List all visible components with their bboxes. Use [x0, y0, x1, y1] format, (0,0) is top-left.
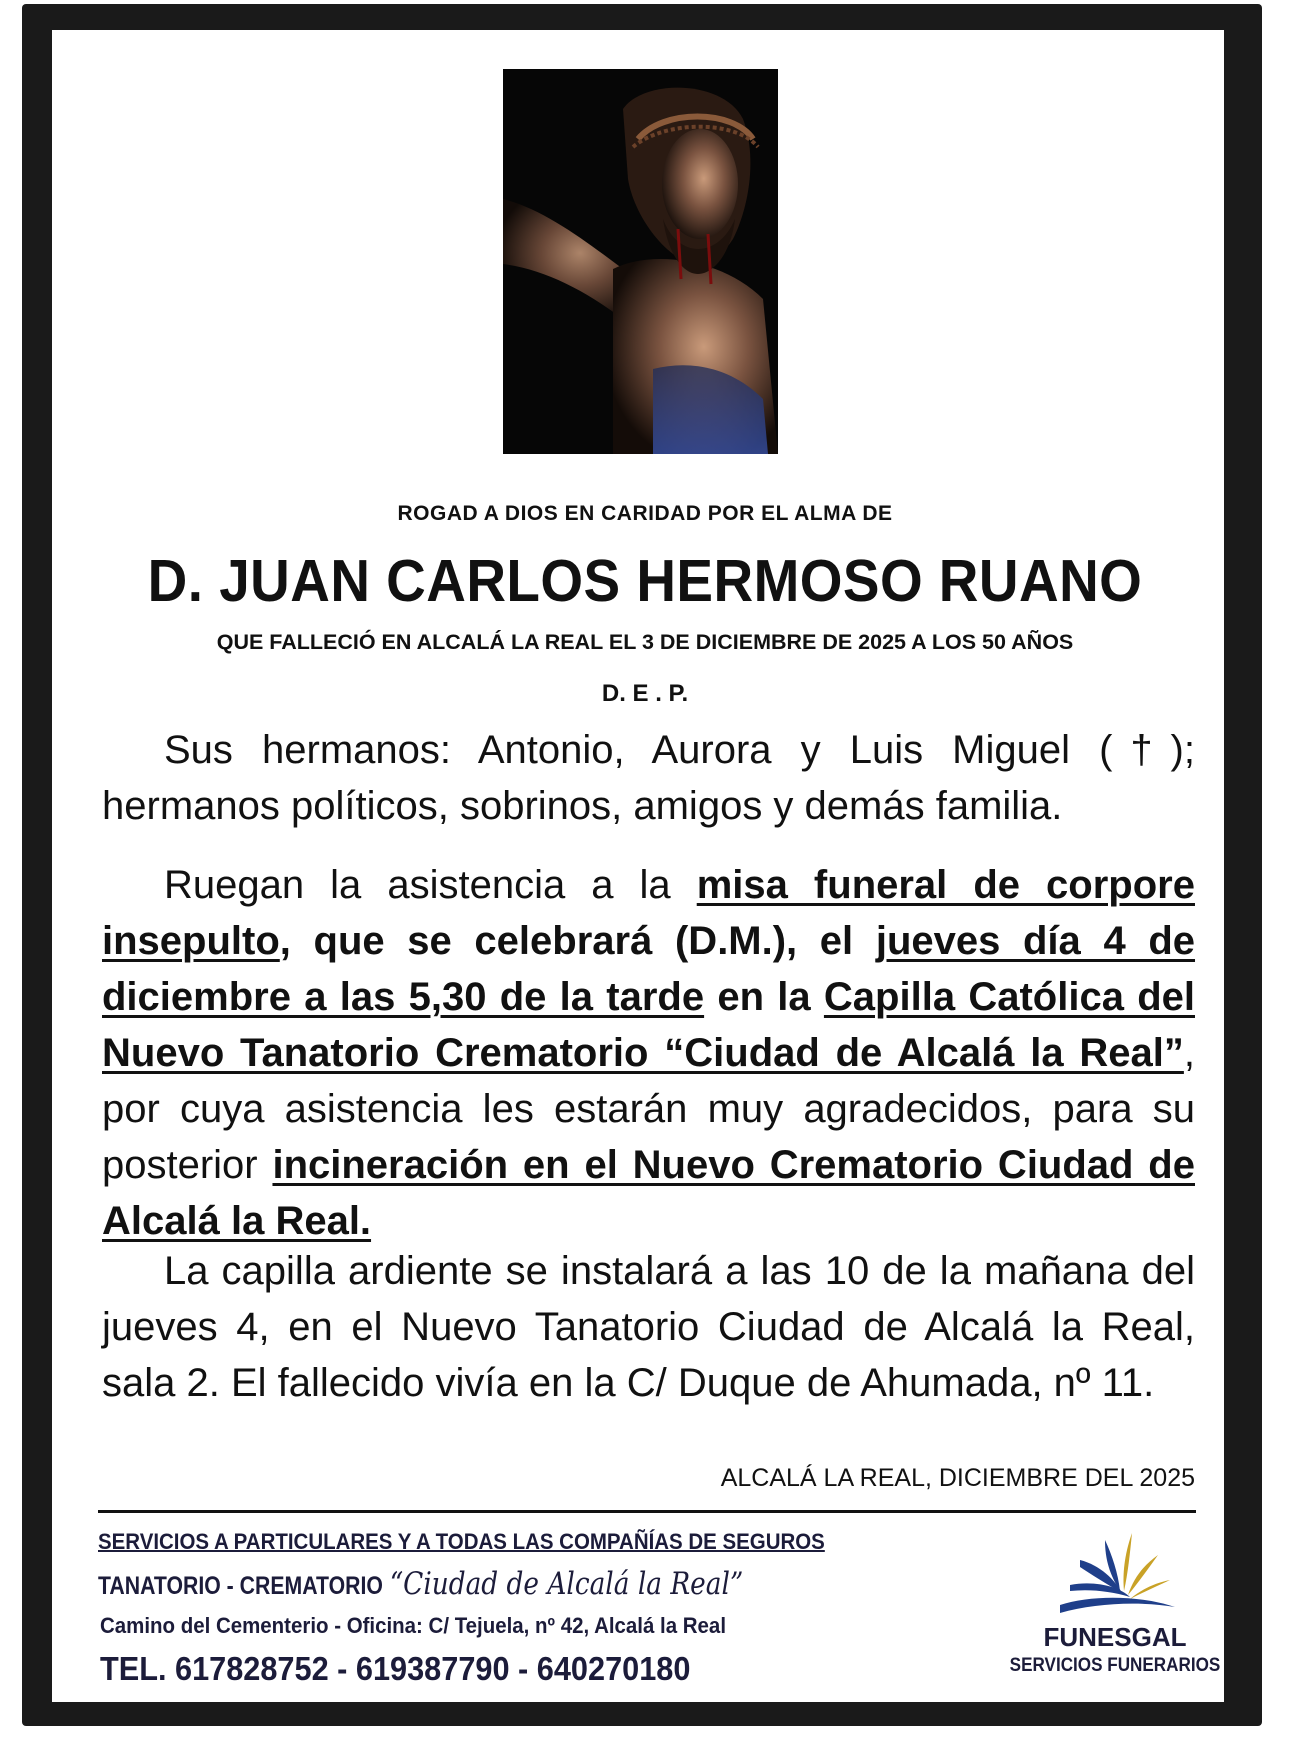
- tanatorio-line: [98, 1566, 743, 1602]
- funeral-paragraph: [102, 857, 1195, 1249]
- funeral-text-3: en la: [704, 975, 824, 1019]
- funeral-text-2: , que se celebrará (D.M.), el: [279, 919, 876, 963]
- family-paragraph: [102, 722, 1195, 834]
- family-text: Sus hermanos: Antonio, Aurora y Luis Miguel (†); hermanos políticos, sobrinos, amigos y demás familia.: [102, 728, 1195, 828]
- death-details: QUE FALLECIÓ EN ALCALÁ LA REAL EL 3 DE DICIEMBRE DE 2025 A LOS 50 AÑOS: [216, 630, 1074, 654]
- tanatorio-label: TANATORIO - CREMATORIO: [98, 1572, 383, 1600]
- tanatorio-name: “Ciudad de Alcalá la Real”: [389, 1566, 744, 1602]
- address-line: Camino del Cementerio - Oficina: C/ Tejuela, nº 42, Alcalá la Real: [100, 1613, 727, 1638]
- footer-divider: [98, 1510, 1196, 1513]
- wake-paragraph: [102, 1243, 1195, 1411]
- chapel-highlight: Capilla Católica del Nuevo Tanatorio Crematorio “Ciudad de Alcalá la Real”: [102, 975, 1195, 1075]
- brand-tagline: SERVICIOS FUNERARIOS: [1009, 1655, 1221, 1676]
- deceased-name: D. JUAN CARLOS HERMOSO RUANO: [147, 548, 1143, 614]
- services-line: SERVICIOS A PARTICULARES Y A TODAS LAS COMPAÑÍAS DE SEGUROS: [98, 1529, 825, 1554]
- dep-abbreviation: D. E . P.: [601, 680, 689, 707]
- wake-text: La capilla ardiente se instalará a las 10 de la mañana del jueves 4, en el Nuevo Tanatorio Ciudad de Alcalá la Real, sala 2. El fallecido vivía en la C/ Duque de Ahumada, nº 11.: [102, 1249, 1195, 1405]
- cremation-highlight: incineración en el Nuevo Crematorio Ciudad de Alcalá la Real.: [102, 1143, 1195, 1243]
- place-date: ALCALÁ LA REAL, DICIEMBRE DEL 2025: [720, 1464, 1195, 1492]
- crucified-christ-image: [503, 69, 778, 454]
- funeral-date-highlight: jueves día 4 de diciembre a las 5,30 de la tarde: [102, 919, 1196, 1019]
- funeral-text-1: Ruegan la asistencia a la: [164, 863, 697, 907]
- funeral-text-4: , por cuya asistencia les estarán muy agradecidos, para su posterior: [102, 1031, 1195, 1187]
- brand-name: FUNESGAL: [1043, 1622, 1187, 1652]
- funesgal-logo-icon: [1050, 1525, 1180, 1620]
- heading-rogad: ROGAD A DIOS EN CARIDAD POR EL ALMA DE: [397, 502, 893, 525]
- funeral-mass-highlight: misa funeral de corpore insepulto: [102, 863, 1195, 963]
- phone-numbers: TEL. 617828752 - 619387790 - 640270180: [100, 1650, 691, 1687]
